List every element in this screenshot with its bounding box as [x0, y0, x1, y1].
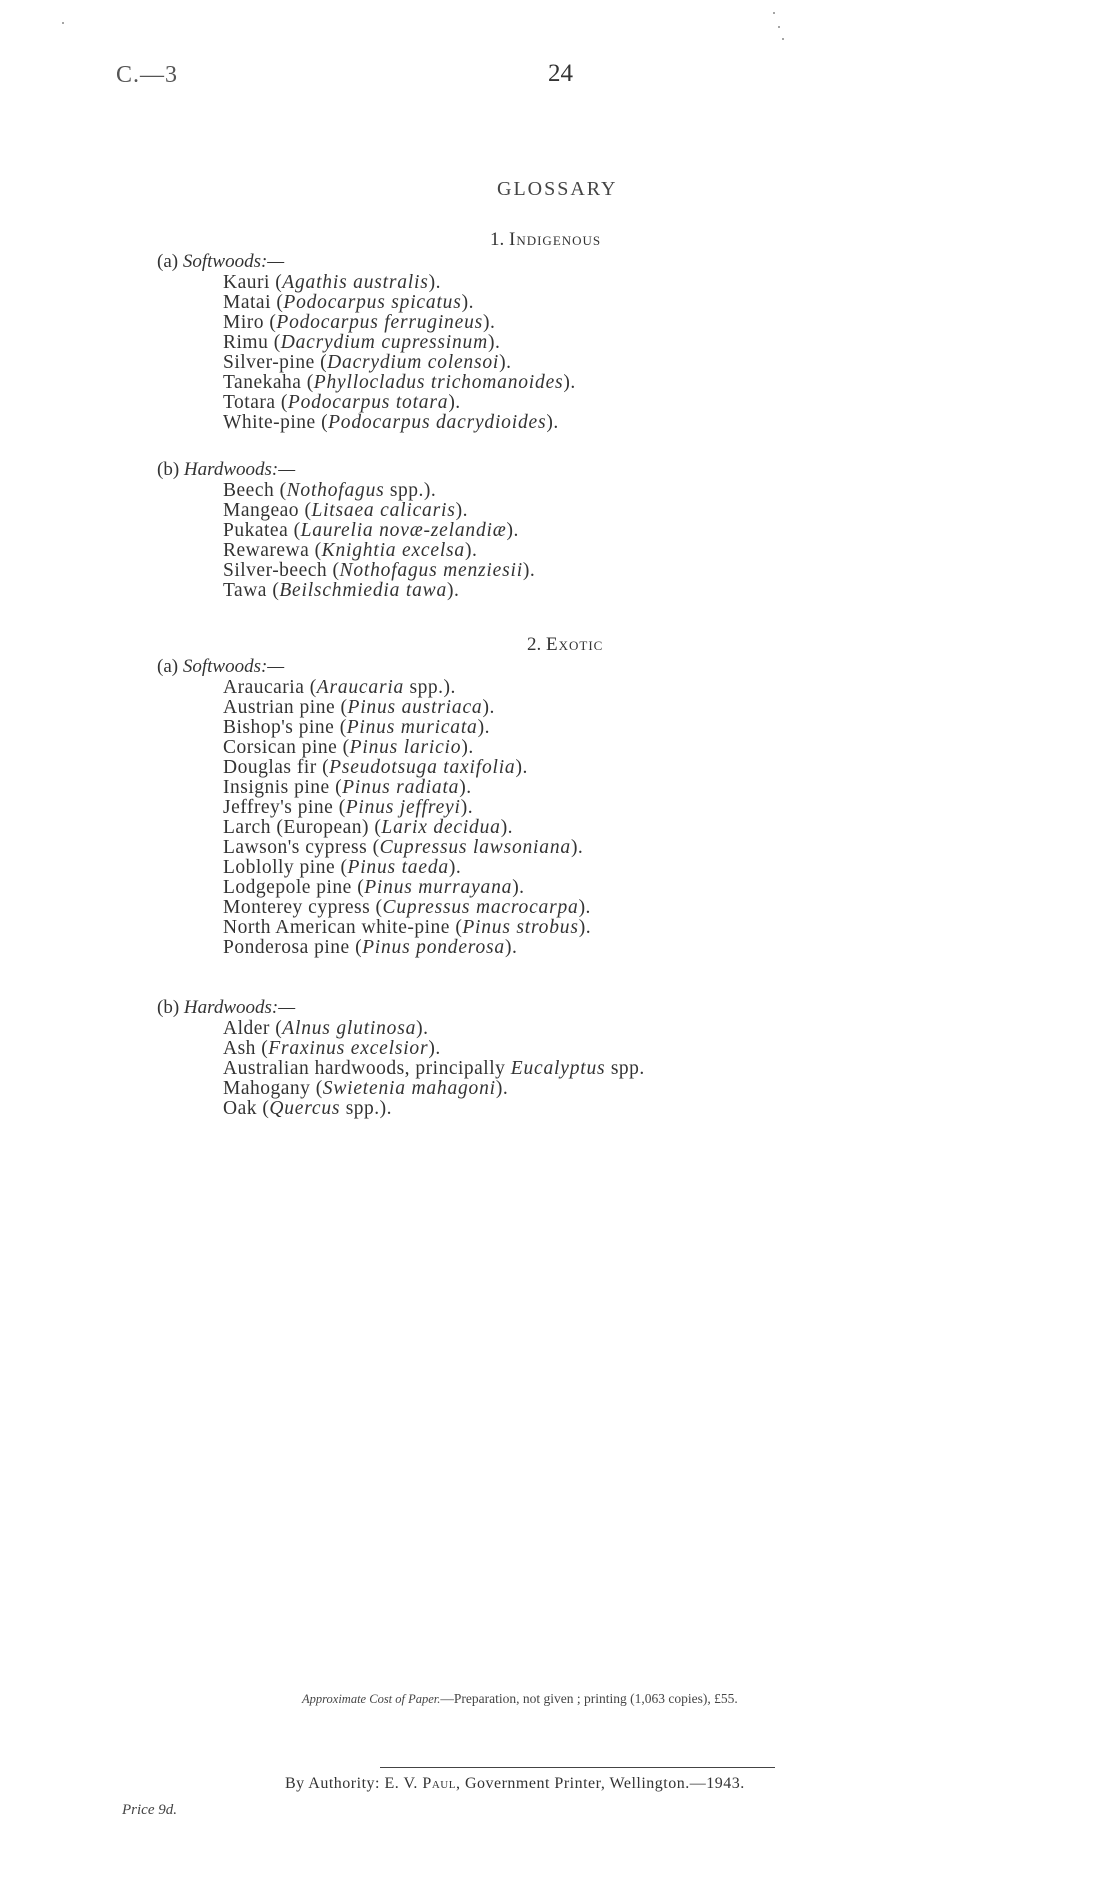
glossary-entry: Lodgepole pine (Pinus murrayana). [223, 877, 525, 898]
scan-speck [778, 26, 780, 28]
section-heading-indigenous [490, 229, 601, 251]
scan-speck [782, 38, 784, 40]
glossary-entry: Douglas fir (Pseudotsuga taxifolia). [223, 757, 528, 778]
glossary-list-indigenous-hardwoods [223, 481, 535, 601]
glossary-entry: Silver-pine (Dacrydium colensoi). [223, 352, 512, 373]
glossary-entry: Miro (Podocarpus ferrugineus). [223, 312, 496, 333]
section-number: 2. [527, 634, 542, 655]
glossary-entry: Matai (Podocarpus spicatus). [223, 292, 474, 313]
glossary-entry: Araucaria (Araucaria spp.). [223, 677, 456, 698]
glossary-entry: Austrian pine (Pinus austriaca). [223, 697, 495, 718]
document-code: C.—3 [116, 62, 179, 88]
section-title: Indigenous [509, 229, 602, 250]
price-label: Price 9d. [122, 1802, 177, 1818]
glossary-entry: Ponderosa pine (Pinus ponderosa). [223, 937, 518, 958]
scan-speck [773, 12, 775, 14]
glossary-entry: Pukatea (Laurelia novæ-zelandiæ). [223, 520, 519, 541]
glossary-entry: Alder (Alnus glutinosa). [223, 1018, 429, 1039]
glossary-entry: Australian hardwoods, principally Eucalyptus spp. [223, 1058, 645, 1079]
scan-speck [62, 22, 64, 24]
cost-note: Approximate Cost of Paper.—Preparation, not given ; printing (1,063 copies), £55. [302, 1691, 738, 1706]
glossary-entry: North American white-pine (Pinus strobus). [223, 917, 592, 938]
glossary-entry: Bishop's pine (Pinus muricata). [223, 717, 490, 738]
glossary-entry: Monterey cypress (Cupressus macrocarpa). [223, 897, 591, 918]
glossary-entry: Tanekaha (Phyllocladus trichomanoides). [223, 372, 576, 393]
page-title: GLOSSARY [497, 178, 618, 200]
glossary-entry: Ash (Fraxinus excelsior). [223, 1038, 441, 1059]
glossary-entry: Beech (Nothofagus spp.). [223, 480, 437, 501]
glossary-entry: Mangeao (Litsaea calicaris). [223, 500, 468, 521]
glossary-entry: Mahogany (Swietenia mahagoni). [223, 1078, 509, 1099]
glossary-list-exotic-softwoods [223, 678, 591, 958]
glossary-entry: Kauri (Agathis australis). [223, 272, 441, 293]
glossary-entry: Insignis pine (Pinus radiata). [223, 777, 472, 798]
glossary-entry: Rimu (Dacrydium cupressinum). [223, 332, 501, 353]
group-heading-indigenous-hardwoods: (b) Hardwoods:— [157, 459, 296, 480]
section-number: 1. [490, 229, 505, 250]
section-title: Exotic [546, 634, 604, 655]
page-number: 24 [548, 60, 573, 87]
glossary-list-indigenous-softwoods [223, 273, 576, 433]
glossary-entry: Tawa (Beilschmiedia tawa). [223, 580, 460, 601]
glossary-entry: Totara (Podocarpus totara). [223, 392, 461, 413]
glossary-entry: Larch (European) (Larix decidua). [223, 817, 514, 838]
section-heading-exotic [527, 634, 603, 656]
glossary-entry: Loblolly pine (Pinus taeda). [223, 857, 462, 878]
footer-rule [380, 1767, 775, 1768]
group-heading-exotic-hardwoods: (b) Hardwoods:— [157, 997, 296, 1018]
group-heading-exotic-softwoods: (a) Softwoods:— [157, 656, 285, 677]
glossary-entry: Rewarewa (Knightia excelsa). [223, 540, 478, 561]
glossary-entry: White-pine (Podocarpus dacrydioides). [223, 412, 559, 433]
glossary-entry: Jeffrey's pine (Pinus jeffreyi). [223, 797, 474, 818]
glossary-entry: Silver-beech (Nothofagus menziesii). [223, 560, 536, 581]
authority-line: By Authority: E. V. Paul, Government Printer, Wellington.—1943. [285, 1775, 745, 1792]
group-heading-indigenous-softwoods: (a) Softwoods:— [157, 251, 285, 272]
glossary-entry: Corsican pine (Pinus laricio). [223, 737, 474, 758]
glossary-entry: Lawson's cypress (Cupressus lawsoniana). [223, 837, 584, 858]
glossary-entry: Oak (Quercus spp.). [223, 1098, 393, 1119]
glossary-list-exotic-hardwoods [223, 1019, 645, 1119]
